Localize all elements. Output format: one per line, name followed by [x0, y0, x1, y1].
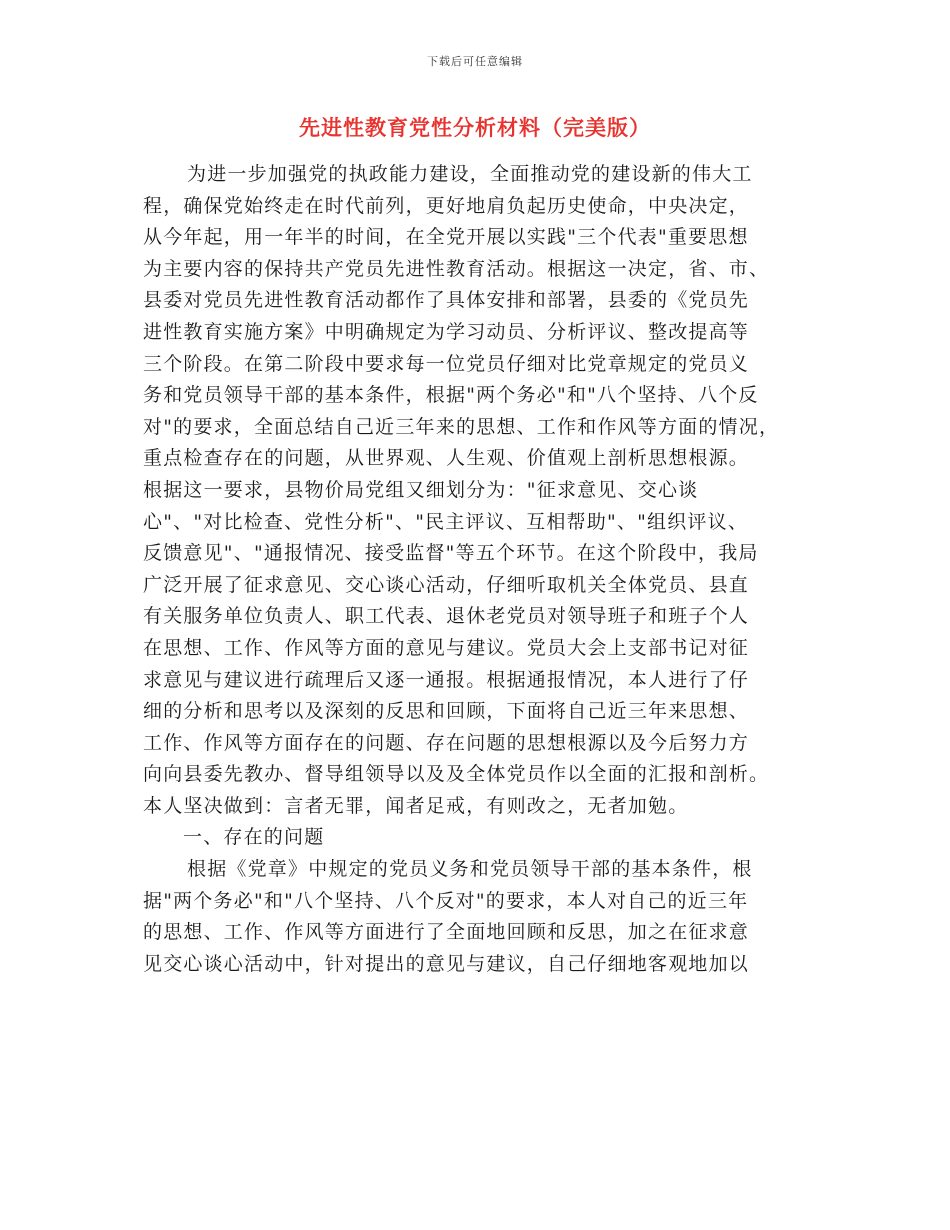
- text-line: 的思想、工作、作风等方面进行了全面地回顾和反思，加之在征求意: [143, 921, 750, 944]
- text-line: 向向县委先教办、督导组领导以及及全体党员作以全面的汇报和剖析。: [143, 763, 770, 786]
- text-line: 根据这一要求，县物价局党组又细划分为："征求意见、交心谈: [143, 478, 699, 501]
- text-line: 有关服务单位负责人、职工代表、退休老党员对领导班子和班子个人: [143, 605, 750, 628]
- text-line: 为主要内容的保持共产党员先进性教育活动。根据这一决定，省、市、: [143, 257, 770, 280]
- text-line: 为进一步加强党的执政能力建设，全面推动党的建设新的伟大工: [187, 163, 753, 185]
- text-line: 重点检查存在的问题，从世界观、人生观、价值观上剖析思想根源。: [143, 447, 750, 470]
- text-line: 据"两个务必"和"八个坚持、八个反对"的要求，本人对自己的近三年: [143, 889, 749, 912]
- text-line: 县委对党员先进性教育活动都作了具体安排和部署，县委的《党员先: [143, 289, 750, 312]
- text-line: 三个阶段。在第二阶段中要求每一位党员仔细对比党章规定的党员义: [143, 352, 750, 375]
- section-heading: 一、存在的问题: [183, 826, 325, 849]
- text-line: 反馈意见"、"通报情况、接受监督"等五个环节。在这个阶段中，我局: [143, 542, 759, 565]
- text-line: 程，确保党始终走在时代前列，更好地肩负起历史使命，中央决定，: [143, 194, 750, 217]
- header-note: 下载后可任意编辑: [427, 55, 523, 68]
- text-line: 心"、"对比检查、党性分析"、"民主评议、互相帮助"、"组织评议、: [143, 510, 749, 533]
- text-line: 进性教育实施方案》中明确规定为学习动员、分析评议、整改提高等: [143, 320, 750, 343]
- document-title: 先进性教育党性分析材料（完美版）: [299, 116, 651, 140]
- text-line: 求意见与建议进行疏理后又逐一通报。根据通报情况，本人进行了仔: [143, 668, 750, 691]
- text-line: 根据《党章》中规定的党员义务和党员领导干部的基本条件，根: [187, 858, 753, 881]
- text-line: 细的分析和思考以及深刻的反思和回顾，下面将自己近三年来思想、: [143, 700, 750, 723]
- document-body: [143, 159, 843, 980]
- text-line: 在思想、工作、作风等方面的意见与建议。党员大会上支部书记对征: [143, 636, 750, 659]
- text-line: 从今年起，用一年半的时间，在全党开展以实践"三个代表"重要思想: [143, 226, 749, 249]
- text-line: 务和党员领导干部的基本条件，根据"两个务必"和"八个坚持、八个反: [143, 384, 759, 407]
- text-line: 对"的要求，全面总结自己近三年来的思想、工作和作风等方面的情况，: [143, 415, 780, 438]
- text-line: 本人坚决做到：言者无罪，闻者足戒，有则改之，无者加勉。: [143, 794, 689, 817]
- text-line: 见交心谈心活动中，针对提出的意见与建议，自己仔细地客观地加以: [143, 952, 750, 975]
- text-line: 工作、作风等方面存在的问题、存在问题的思想根源以及今后努力方: [143, 731, 750, 754]
- text-line: 广泛开展了征求意见、交心谈心活动，仔细听取机关全体党员、县直: [143, 573, 750, 596]
